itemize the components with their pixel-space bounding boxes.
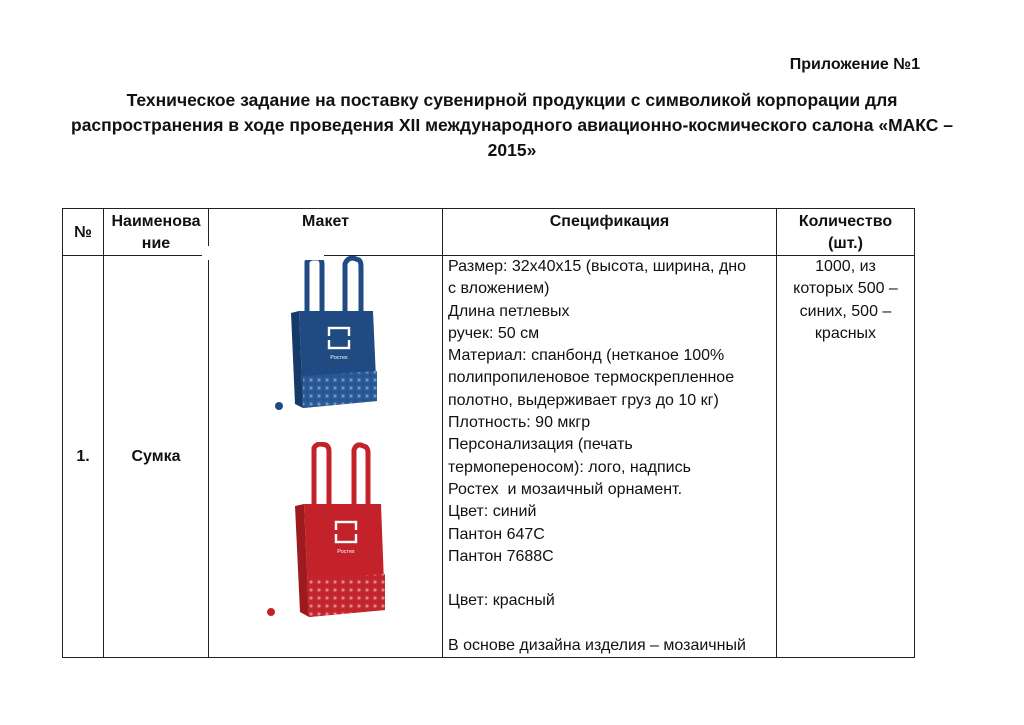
spec-line: Пантон 7688С bbox=[448, 547, 554, 565]
spec-line: Материал: спанбонд (нетканое 100% bbox=[448, 347, 725, 365]
image-overlap-cover bbox=[202, 246, 324, 260]
spec-line bbox=[448, 613, 772, 635]
spec-line: Размер: 32х40х15 (высота, ширина, дно bbox=[448, 258, 747, 275]
header-spec: Спецификация bbox=[443, 209, 777, 256]
spec-line: Пантон 647С bbox=[448, 525, 545, 543]
blue-bag-image bbox=[267, 256, 397, 416]
spec-line: Цвет: красный bbox=[448, 592, 555, 610]
row-num: 1. bbox=[63, 256, 104, 658]
table-header-row bbox=[63, 209, 915, 256]
header-name bbox=[104, 209, 209, 256]
header-name-line2: ние bbox=[141, 235, 171, 252]
header-maket: Макет bbox=[209, 209, 443, 256]
spec-line bbox=[448, 568, 772, 590]
row-name: Сумка bbox=[104, 256, 209, 658]
qty-line: которых 500 – bbox=[793, 280, 898, 298]
spec-table bbox=[62, 208, 915, 658]
qty-line: синих, 500 – bbox=[799, 302, 892, 320]
spec-line: Плотность: 90 мкгр bbox=[448, 414, 591, 432]
spec-line: ручек: 50 см bbox=[448, 324, 540, 342]
row-spec bbox=[443, 256, 777, 658]
document-title bbox=[60, 88, 964, 163]
spec-line: Длина петлевых bbox=[448, 302, 570, 320]
blue-bag-logo-text: Ростех bbox=[330, 355, 348, 361]
row-qty bbox=[777, 256, 915, 658]
spec-line: В основе дизайна изделия – мозаичный bbox=[448, 637, 746, 655]
qty-line: красных bbox=[814, 324, 877, 342]
header-qty-line1: Количество bbox=[798, 213, 893, 230]
appendix-label: Приложение №1 bbox=[789, 56, 920, 73]
spec-line: Ростех и мозаичный орнамент. bbox=[448, 480, 683, 498]
qty-line: 1000, из bbox=[815, 258, 876, 275]
header-name-line1: Наименова bbox=[111, 213, 201, 230]
red-bag-logo-text: Ростех bbox=[337, 549, 355, 555]
spec-line: полипропиленовое термоскрепленное bbox=[448, 369, 735, 387]
spec-line: Цвет: синий bbox=[448, 503, 537, 521]
header-qty-line2: (шт.) bbox=[828, 235, 863, 252]
header-num: № bbox=[63, 209, 104, 256]
header-qty bbox=[777, 209, 915, 256]
spec-line: полотно, выдерживает груз до 10 кг) bbox=[448, 391, 719, 409]
row-maket bbox=[209, 256, 443, 658]
title-line-2: распространения в ходе проведения XII международного авиационно-космического салона «МАКС – bbox=[71, 115, 953, 135]
red-bag-image bbox=[259, 442, 399, 622]
table-row bbox=[63, 256, 915, 658]
spec-line: Персонализация (печать bbox=[448, 436, 633, 454]
spec-line: термопереносом): лого, надпись bbox=[448, 458, 691, 476]
title-line-1: Техническое задание на поставку сувенирной продукции с символикой корпорации для bbox=[126, 90, 898, 110]
spec-line: с вложением) bbox=[448, 280, 550, 298]
title-line-3: 2015» bbox=[487, 140, 537, 160]
